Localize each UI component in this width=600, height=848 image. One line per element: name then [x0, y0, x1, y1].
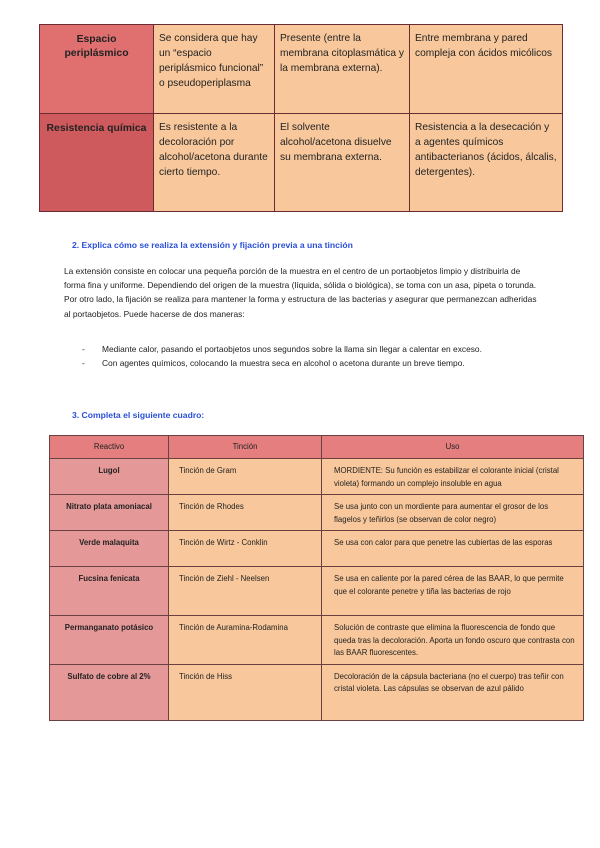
cell-row1-col2: Presente (entre la membrana citoplasmática y la membrana externa). [275, 25, 410, 114]
reagent-use: Se usa junto con un mordiente para aumentar el grosor de los flagelos y teñirlos (se observan de color negro) [322, 495, 584, 531]
reagent-name: Verde malaquita [50, 531, 169, 567]
question-2-paragraph: La extensión consiste en colocar una pequeña porción de la muestra en el centro de un portaobjetos limpio y distribuirla de forma fina y uniforme. Dependiendo del origen de la muestra (líquida, sólida o biológica), se toma con un asa, pipeta o torunda. Por otro lado, la fijación se realiza para mantener la forma y estructura de las bacterias y asegurar que permanezcan adheridas al portaobjetos. Puede hacerse de dos maneras: [64, 266, 537, 319]
fixation-methods-list [82, 343, 542, 371]
list-item [82, 343, 542, 357]
row-label-chemical-resistance: Resistencia química [40, 114, 154, 211]
table-row [50, 495, 584, 531]
stain-technique: Tinción de Wirtz - Conklin [169, 531, 322, 567]
reagent-use: Decoloración de la cápsula bacteriana (no el cuerpo) tras teñir con cristal violeta. Las cápsulas se observan de azul pálido [322, 664, 584, 720]
table-row [50, 567, 584, 616]
header-uso: Uso [322, 436, 584, 459]
stain-technique: Tinción de Rhodes [169, 495, 322, 531]
reagent-name: Nitrato plata amoniacal [50, 495, 169, 531]
table-row [50, 664, 584, 720]
stain-technique: Tinción de Auramina-Rodamina [169, 616, 322, 665]
cell-row1-col3: Entre membrana y pared compleja con ácidos micólicos [410, 25, 562, 114]
reagent-use: Solución de contraste que elimina la fluorescencia de fondo que queda tras la decoloración. Aporta un fondo oscuro que contrasta con las BAAR fluorescentes. [322, 616, 584, 665]
cell-row2-col3: Resistencia a la desecación y a agentes químicos antibacterianos (ácidos, álcalis, detergentes). [410, 114, 562, 211]
bullet-dash: - [82, 357, 85, 368]
stain-technique: Tinción de Ziehl - Neelsen [169, 567, 322, 616]
table-row [50, 459, 584, 495]
list-item-text: Mediante calor, pasando el portaobjetos unos segundos sobre la llama sin llegar a calentar en exceso. [102, 344, 482, 354]
bullet-dash: - [82, 344, 85, 354]
reagent-name: Sulfato de cobre al 2% [50, 664, 169, 720]
reagents-table [49, 435, 584, 721]
header-reactivo: Reactivo [50, 436, 169, 459]
comparison-table [39, 24, 563, 212]
reagent-use: MORDIENTE: Su función es estabilizar el colorante inicial (cristal violeta) formando un complejo insoluble en agua [322, 459, 584, 495]
header-tincion: Tinción [169, 436, 322, 459]
table-row [50, 616, 584, 665]
reagent-use: Se usa con calor para que penetre las cubiertas de las esporas [322, 531, 584, 567]
table-header-row [50, 436, 584, 459]
table-row [50, 531, 584, 567]
reagent-use: Se usa en caliente por la pared cérea de las BAAR, lo que permite que el colorante penetre y tiña las bacterias de rojo [322, 567, 584, 616]
stain-technique: Tinción de Gram [169, 459, 322, 495]
reagent-name: Fucsina fenicata [50, 567, 169, 616]
question-2-title: 2. Explica cómo se realiza la extensión y fijación previa a una tinción [72, 240, 353, 250]
cell-row2-col2: El solvente alcohol/acetona disuelve su membrana externa. [275, 114, 410, 211]
list-item [82, 357, 542, 371]
stain-technique: Tinción de Hiss [169, 664, 322, 720]
cell-row2-col1: Es resistente a la decoloración por alcohol/acetona durante cierto tiempo. [154, 114, 275, 211]
list-item-text: Con agentes químicos, colocando la muestra seca en alcohol o acetona durante un breve tiempo. [102, 357, 465, 368]
question-3-title: 3. Completa el siguiente cuadro: [72, 410, 205, 420]
reagent-name: Lugol [50, 459, 169, 495]
row-label-periplasmic-space: Espacio periplásmico [40, 25, 154, 114]
cell-row1-col1: Se considera que hay un “espacio periplásmico funcional” o pseudoperiplasma [154, 25, 275, 114]
reagent-name: Permanganato potásico [50, 616, 169, 665]
